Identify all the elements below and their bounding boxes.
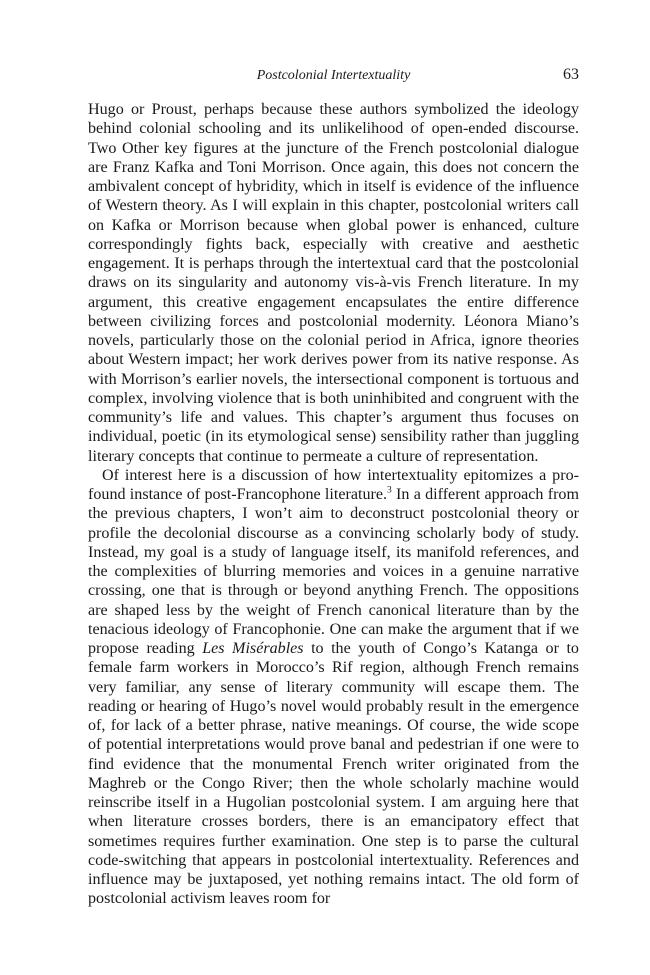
book-title-italic: Les Misérables (202, 640, 304, 657)
paragraph-2-text-c: to the youth of Congo’s Katanga or to female farm workers in Morocco’s Rif region, although French remains very familiar, any sense of literary community will escape them. The reading or hearing of Hugo’s novel would probably result in the emergence of, for lack of a better phrase, native meanings. Of course, the wide scope of potential interpretations would prove banal and pedestrian if one were to find evidence that the monumental French writer originated from the Maghreb or the Congo River; then the whole scholarly machine would reinscribe itself in a Hugolian postcolonial system. I am arguing here that when literature crosses borders, there is an emancipatory effect that sometimes requires further examination. One step is to parse the cultural code-switching that appears in postcolonial intertextuality. References and influence may be juxtaposed, yet nothing remains intact. The old form of postcolonial activism leaves room for (88, 640, 579, 908)
book-page (88, 60, 579, 909)
footnote-reference: 3 (387, 485, 392, 496)
page-number: 63 (563, 66, 579, 83)
running-head (88, 60, 579, 86)
running-title: Postcolonial Intertextuality (256, 68, 411, 83)
paragraph-2 (88, 466, 579, 909)
paragraph-2-text-a: Of interest here is a discussion of how intertextuality epitomizes a profound instance of post-Francophone literature. (88, 466, 579, 503)
body-text (88, 100, 579, 909)
paragraph-1: Hugo or Proust, perhaps because these authors symbolized the ideology behind colonial schooling and its unlikelihood of open-ended discourse. Two Other key figures at the juncture of the French postcolonial dialogue are Franz Kafka and Toni Morrison. Once again, this does not concern the ambivalent concept of hybridity, which in itself is evidence of the influence of Western theory. As I will explain in this chapter, postcolonial writers call on Kafka or Morrison because when global power is enhanced, culture correspondingly fights back, especially with creative and aesthetic engagement. It is perhaps through the intertextual card that the postcolonial draws on its singularity and autonomy vis-à-vis French literature. In my argument, this creative engagement encapsulates the entire difference between civilizing forces and postcolonial modernity. Léonora Miano’s novels, particularly those on the colonial period in Africa, ignore theories about Western impact; her work derives power from its native response. As with Morrison’s earlier novels, the intersectional component is tortuous and complex, involving violence that is both uninhibited and congruent with the community’s life and values. This chapter’s argument thus focuses on individual, poetic (in its etymological sense) sensibility rather than juggling literary concepts that continue to permeate a culture of representation. (88, 101, 579, 465)
paragraph-2-text-b: In a different approach from the previous chapters, I won’t aim to deconstruct postcolonial theory or profile the decolonial discourse as a convincing scholarly body of study. Instead, my goal is a study of language itself, its manifold references, and the complexities of blurring memories and voices in a genuine narrative crossing, one that is through or beyond anything French. The oppositions are shaped less by the weight of French canonical literature than by the tenacious ideology of Francophonie. One can make the argument that if we propose reading (88, 486, 579, 657)
